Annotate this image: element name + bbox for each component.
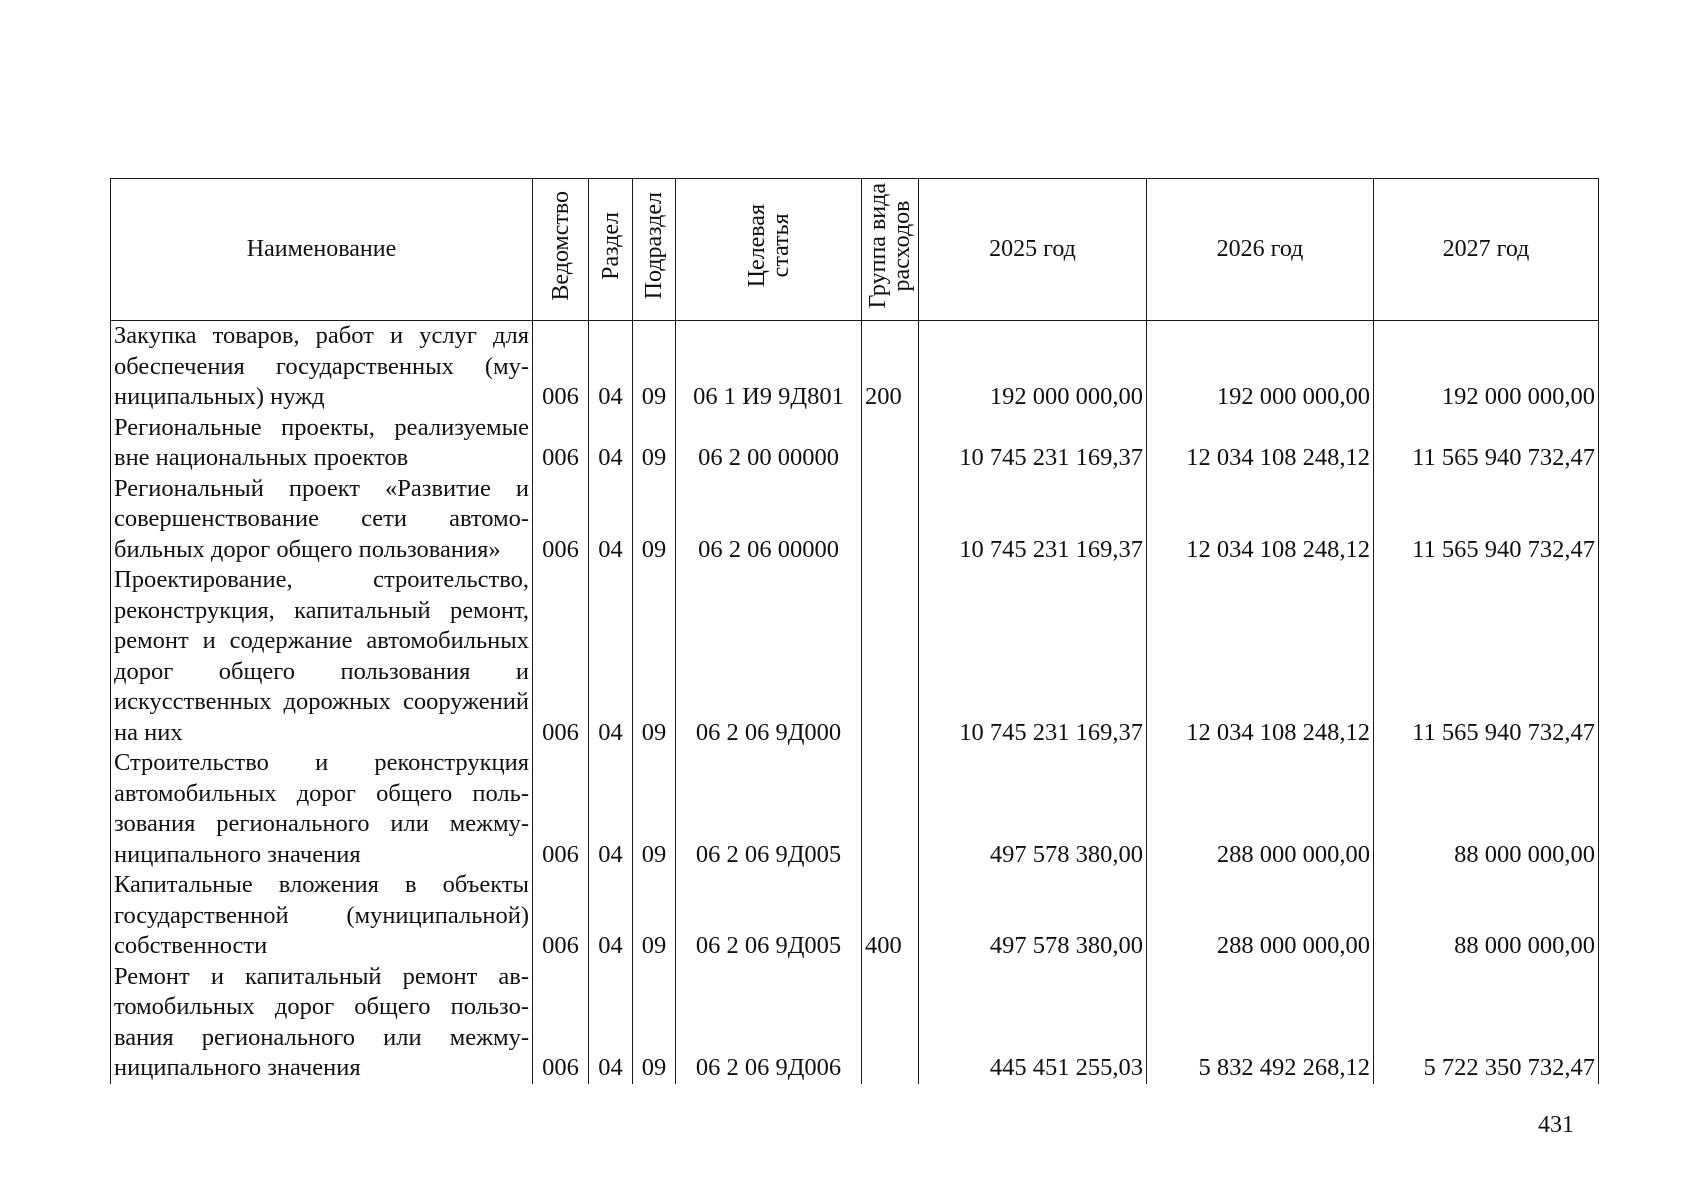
row-name: Проектирование, строительство, реконструкция, капитальный ремонт, ремонт и содержание автомобильных дорог общего пользования и искусственных дорожных сооружений на них [114,566,529,746]
row-vedomstvo: 006 [533,870,589,962]
row-name-cell [111,962,533,1084]
row-2027: 11 565 940 732,47 [1374,413,1599,474]
header-gruppa-line2: расходов [889,200,915,292]
row-name: Строительство и реконструкция автомобильных дорог общего пользования регионального или межмуниципального значения [114,749,529,868]
header-celevaya-statya-label [745,204,793,287]
row-2025: 497 578 380,00 [919,870,1147,962]
header-2025-label: 2025 год [989,236,1076,262]
row-2026: 192 000 000,00 [1147,321,1374,413]
header-2025 [919,179,1147,321]
row-2025: 10 745 231 169,37 [919,474,1147,566]
row-celevaya-statya: 06 2 06 9Д000 [676,565,862,748]
row-2027: 5 722 350 732,47 [1374,962,1599,1084]
row-celevaya-statya: 06 2 06 00000 [676,474,862,566]
header-razdel-label: Раздел [597,212,624,280]
row-name-cell [111,870,533,962]
row-celevaya-statya: 06 2 06 9Д005 [676,748,862,870]
row-celevaya-statya: 06 1 И9 9Д801 [676,321,862,413]
header-gruppa-vida-rashodov [862,179,919,321]
row-2027: 192 000 000,00 [1374,321,1599,413]
header-podrazdel [633,179,676,321]
row-podrazdel: 09 [633,565,676,748]
header-podrazdel-label: Подраздел [641,192,667,300]
row-2027: 11 565 940 732,47 [1374,565,1599,748]
row-2027: 88 000 000,00 [1374,748,1599,870]
header-celevaya-line1: Целевая [743,204,770,288]
table-row [111,748,1599,870]
header-vedomstvo-label: Ведомство [547,191,574,301]
row-vedomstvo: 006 [533,962,589,1084]
row-podrazdel: 09 [633,474,676,566]
row-razdel: 04 [589,413,633,474]
header-vedomstvo [533,179,589,321]
row-gruppa [862,565,919,748]
row-gruppa [862,413,919,474]
row-name-cell [111,565,533,748]
row-name-cell [111,413,533,474]
header-2026 [1147,179,1374,321]
row-podrazdel: 09 [633,870,676,962]
page-number: 431 [1538,1112,1574,1138]
row-gruppa: 400 [862,870,919,962]
header-2027-label: 2027 год [1442,236,1530,262]
row-2026: 288 000 000,00 [1147,748,1374,870]
row-name: Ремонт и капитальный ремонт автомобильных дорог общего пользования регионального или межмуниципального значения [114,962,529,1081]
row-razdel: 04 [589,870,633,962]
row-razdel: 04 [589,474,633,566]
row-name: Закупка товаров, работ и услуг для обеспечения государственных (муниципальных) нужд [114,322,529,410]
row-2026: 12 034 108 248,12 [1147,413,1374,474]
header-2026-label: 2026 год [1216,236,1304,262]
row-podrazdel: 09 [633,413,676,474]
row-2027: 11 565 940 732,47 [1374,474,1599,566]
row-gruppa [862,474,919,566]
row-celevaya-statya: 06 2 06 9Д006 [676,962,862,1084]
row-podrazdel: 09 [633,962,676,1084]
row-celevaya-statya: 06 2 06 9Д005 [676,870,862,962]
header-name-label: Наименование [246,236,397,262]
row-2025: 445 451 255,03 [919,962,1147,1084]
row-gruppa [862,748,919,870]
row-razdel: 04 [589,962,633,1084]
row-2026: 288 000 000,00 [1147,870,1374,962]
row-vedomstvo: 006 [533,321,589,413]
header-celevaya-line2: статья [767,214,794,278]
table-header-row [111,179,1599,321]
table-row [111,474,1599,566]
row-2025: 10 745 231 169,37 [919,413,1147,474]
row-2027: 88 000 000,00 [1374,870,1599,962]
row-2026: 12 034 108 248,12 [1147,474,1374,566]
row-name: Капитальные вложения в объекты государственной (муниципальной) собственности [114,871,529,959]
header-name [111,179,533,321]
row-2026: 5 832 492 268,12 [1147,962,1374,1084]
header-gruppa-line1: Группа вида [865,183,891,309]
table-row [111,413,1599,474]
row-name: Региональный проект «Развитие и совершенствование сети автомобильных дорог общего пользования» [114,474,529,563]
table-row [111,870,1599,962]
row-2025: 10 745 231 169,37 [919,565,1147,748]
row-2025: 192 000 000,00 [919,321,1147,413]
row-name-cell [111,474,533,566]
row-celevaya-statya: 06 2 00 00000 [676,413,862,474]
row-razdel: 04 [589,565,633,748]
row-name-cell [111,748,533,870]
table-row [111,321,1599,413]
row-2026: 12 034 108 248,12 [1147,565,1374,748]
header-2027 [1374,179,1599,321]
row-vedomstvo: 006 [533,474,589,566]
row-2025: 497 578 380,00 [919,748,1147,870]
row-vedomstvo: 006 [533,413,589,474]
row-vedomstvo: 006 [533,748,589,870]
row-vedomstvo: 006 [533,565,589,748]
table-row [111,962,1599,1084]
header-gruppa-label [866,183,914,308]
row-razdel: 04 [589,321,633,413]
row-gruppa [862,962,919,1084]
row-name-cell [111,321,533,413]
row-podrazdel: 09 [633,321,676,413]
row-name: Региональные проекты, реализуемые вне национальных проектов [114,413,529,471]
budget-table [110,178,1599,1084]
row-gruppa: 200 [862,321,919,413]
row-razdel: 04 [589,748,633,870]
row-podrazdel: 09 [633,748,676,870]
table-row [111,565,1599,748]
header-celevaya-statya [676,179,862,321]
header-razdel [589,179,633,321]
